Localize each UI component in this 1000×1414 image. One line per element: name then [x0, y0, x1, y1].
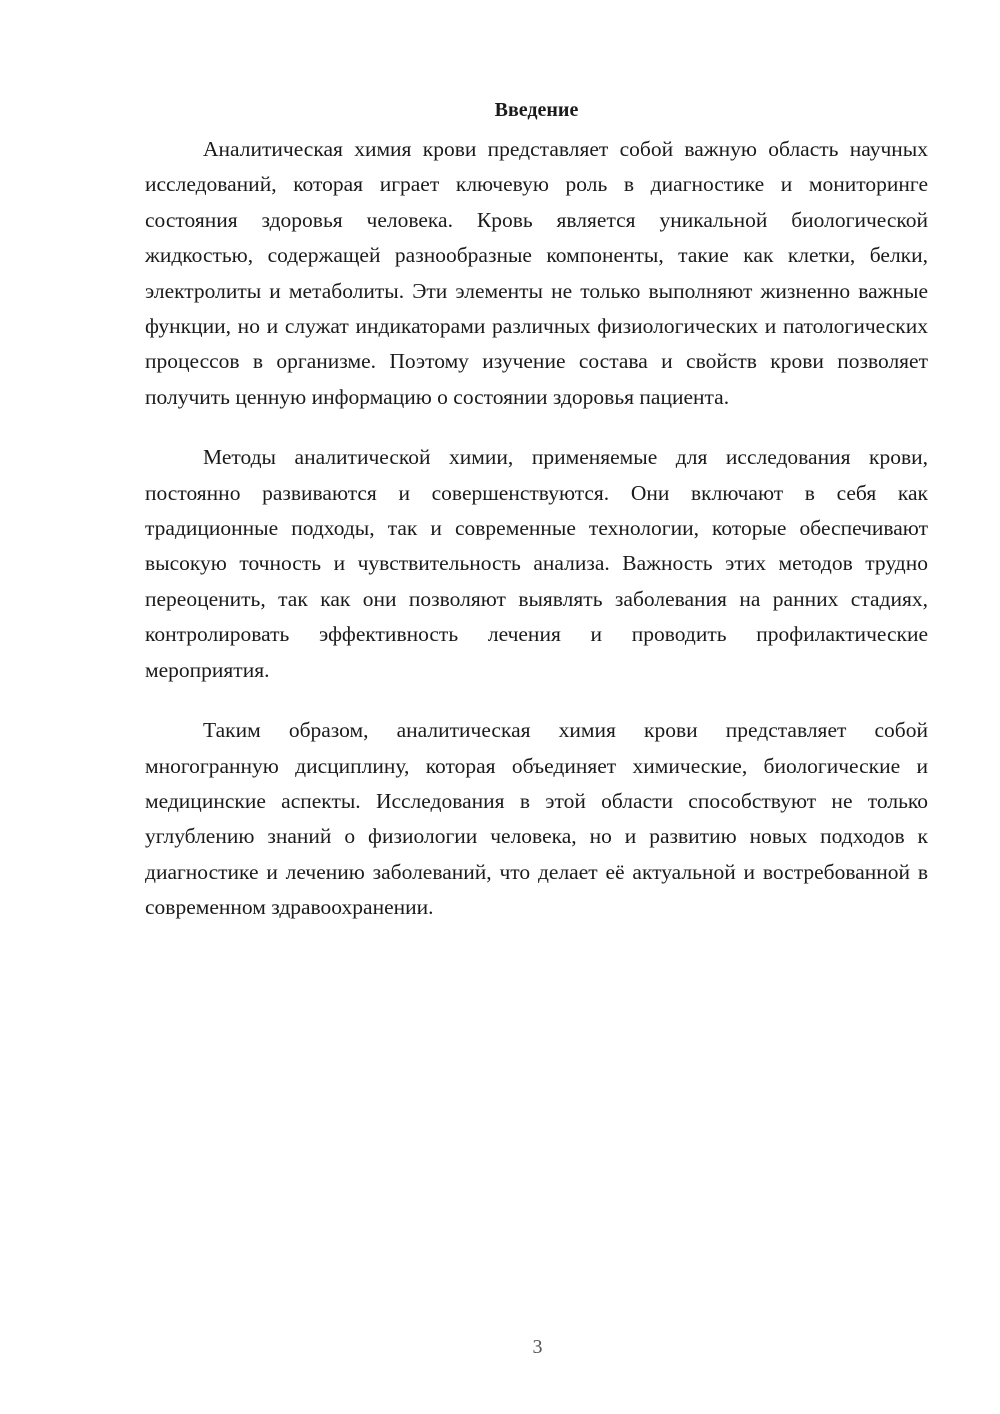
- page-number: 3: [532, 1336, 543, 1358]
- page-content: [145, 96, 928, 951]
- paragraph-3: Таким образом, аналитическая химия крови представляет собой многогранную дисциплину, которая объединяет химические, биологические и медицинские аспекты. Исследования в этой области способствуют не только углублению знаний о физиологии человека, но и развитию новых подходов к диагностике и лечению заболеваний, что делает её актуальной и востребованной в современном здравоохранении.: [145, 718, 928, 920]
- paragraph-2: Методы аналитической химии, применяемые для исследования крови, постоянно развиваются и совершенствуются. Они включают в себя как традиционные подходы, так и современные технологии, которые обеспечивают высокую точность и чувствительность анализа. Важность этих методов трудно переоценить, так как они позволяют выявлять заболевания на ранних стадиях, контролировать эффективность лечения и проводить профилактические мероприятия.: [145, 445, 928, 682]
- section-title: Введение: [494, 99, 579, 121]
- paragraph-1: Аналитическая химия крови представляет собой важную область научных исследований, которая играет ключевую роль в диагностике и мониторинге состояния здоровья человека. Кровь является уникальной биологической жидкостью, содержащей разнообразные компоненты, такие как клетки, белки, электролиты и метаболиты. Эти элементы не только выполняют жизненно важные функции, но и служат индикаторами различных физиологических и патологических процессов в организме. Поэтому изучение состава и свойств крови позволяет получить ценную информацию о состоянии здоровья пациента.: [145, 137, 928, 409]
